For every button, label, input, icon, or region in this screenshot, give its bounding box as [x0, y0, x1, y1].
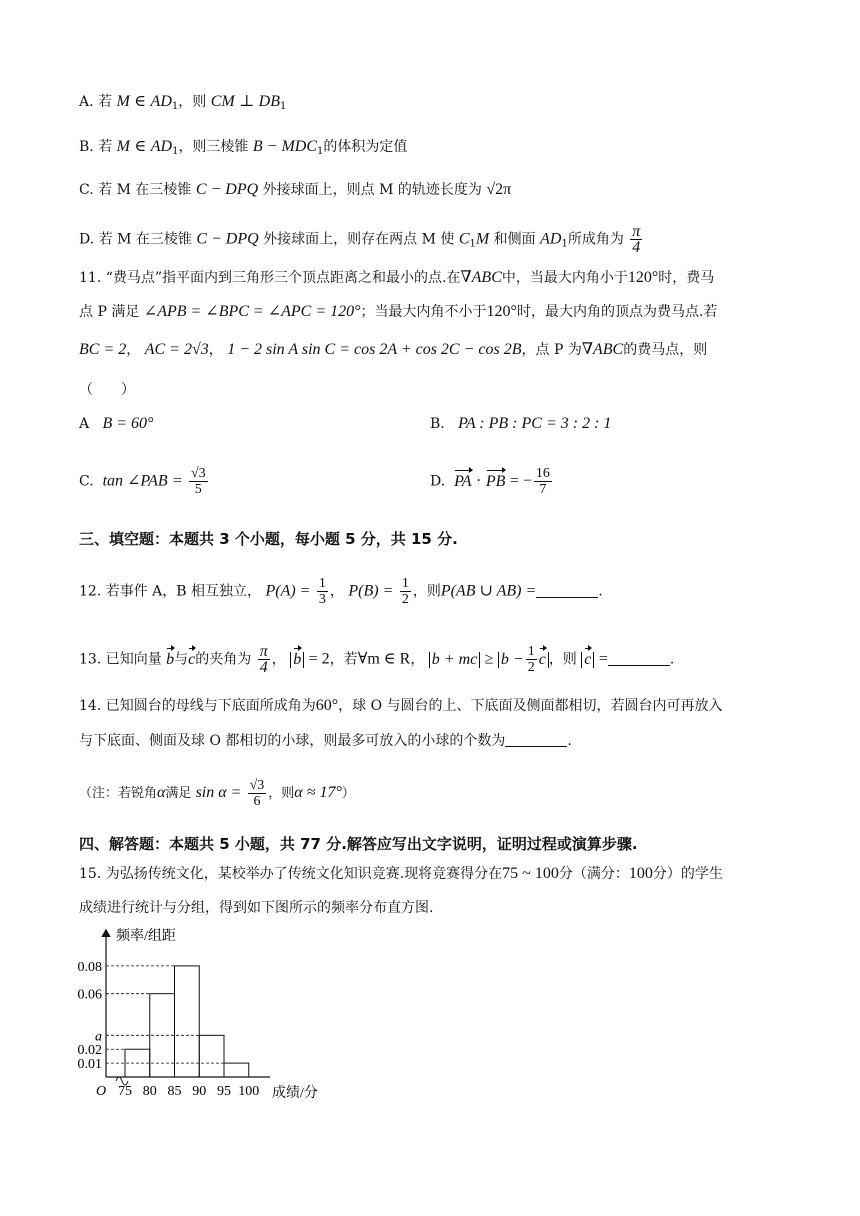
q11-answer-paren: （ ）: [79, 382, 135, 398]
x-tick-label: 95: [217, 1084, 231, 1099]
y-tick-label: 0.08: [77, 959, 102, 975]
frequency-histogram: [70, 922, 360, 1107]
section-heading-fill-in: 三、填空题：本题共 3 个小题，每小题 5 分，共 15 分.: [79, 530, 458, 548]
q10-option-b[interactable]: B. 若 M ∈ $AD_1$，则三棱锥 $B - MDC_1$的体积为定值: [79, 138, 408, 157]
x-tick-label: 85: [167, 1084, 182, 1099]
histogram-bar: [224, 1063, 249, 1077]
q11-option-d[interactable]: D. PA · PB = − $\frac{16}{7}$: [430, 466, 550, 497]
y-tick-label: 0.02: [77, 1043, 102, 1059]
q11-option-a[interactable]: A B = 60°: [79, 415, 154, 432]
y-axis-label: 频率/组距: [116, 929, 176, 944]
answer-blank[interactable]: [608, 651, 670, 666]
fraction: $\frac{16}{7}$: [535, 466, 550, 497]
y-tick-label: a: [95, 1029, 102, 1045]
y-tick-label: 0.01: [77, 1057, 102, 1073]
histogram-bar: [199, 1035, 224, 1077]
q11-option-b[interactable]: B. PA : PB : PC = 3 : 2 : 1: [430, 415, 612, 432]
fraction: $\frac{\pi}{4}$: [632, 223, 641, 256]
q10-option-c[interactable]: C. 若 M 在三棱锥 C − DPQ 外接球面上，则点 M 的轨迹长度为 √2π: [79, 181, 512, 198]
x-tick-label: 100: [238, 1084, 260, 1099]
q11-line-1: 11. “费马点”指平面内到三角形三个顶点距离之和最小的点.在∇ABC中，当最大内角小于120°时，费马: [79, 269, 715, 286]
fraction: $\frac{\pi}{4}$: [259, 643, 268, 676]
answer-blank[interactable]: [536, 583, 598, 598]
x-tick-label: 75: [118, 1084, 132, 1099]
q14-note: （注：若锐角α满足 sin α = $\frac{√3}{6}$ ，则α ≈ 17°）: [79, 778, 355, 809]
q14-line-1: 14. 已知圆台的母线与下底面所成角为60°，球 O 与圆台的上、下底面及侧面都相切，若圆台内可再放入: [79, 697, 723, 714]
q11-line-3: BC = 2， AC = 2√3， 1 − 2 sin A sin C = cos 2A + cos 2C − cos 2B，点 P 为∇ABC的费马点，则: [79, 341, 708, 358]
q10-option-d[interactable]: D. 若 M 在三棱锥 C − DPQ 外接球面上，则存在两点 M 使 $C_1M$ 和侧面 $AD_1$所成角为 $\frac{\pi}{4}$: [79, 223, 641, 256]
x-axis-label: 成绩/分: [272, 1086, 318, 1101]
q15-line-1: 15. 为弘扬传统文化，某校举办了传统文化知识竞赛.现将竞赛得分在75 ~ 100分（满分：100分）的学生: [79, 865, 723, 882]
y-tick-label: 0.06: [77, 987, 102, 1003]
q12-text: 12. 若事件 A，B 相互独立， P(A) = $\frac{1}{3}$ ， P(B) = $\frac{1}{2}$ ，则P(AB ∪ AB) = .: [79, 576, 603, 607]
q10-option-a[interactable]: A. 若 M ∈ $AD_1$，则 CM ⊥ $DB_1$: [79, 93, 287, 112]
fraction: $\frac{√3}{6}$: [249, 778, 265, 809]
x-tick-label: 80: [142, 1084, 157, 1099]
origin-label: O: [96, 1084, 107, 1099]
q14-line-2: 与下底面、侧面及球 O 都相切的小球，则最多可放入的小球的个数为 .: [79, 733, 572, 749]
section-heading-answer: 四、解答题：本题共 5 小题，共 77 分.解答应写出文字说明，证明过程或演算步骤.: [79, 835, 638, 853]
q13-text: 13. 已知向量 b与c的夹角为 $\frac{\pi}{4}$ ， b = 2，若∀m ∈ R， b + mc ≥ b − $\frac{1}{2}$ c ，则 c = .: [79, 643, 675, 676]
fraction: $\frac{√3}{5}$: [190, 466, 206, 497]
fraction: $\frac{1}{2}$: [527, 644, 535, 675]
q11-line-2: 点 P 满足 ∠APB = ∠BPC = ∠APC = 120°；当最大内角不小于120°时，最大内角的顶点为费马点.若: [79, 303, 718, 320]
q15-line-2: 成绩进行统计与分组，得到如下图所示的频率分布直方图.: [79, 900, 434, 916]
fraction: $\frac{1}{2}$: [401, 576, 409, 607]
answer-blank[interactable]: [505, 732, 567, 747]
histogram-bar: [175, 966, 200, 1077]
x-tick-label: 90: [192, 1084, 207, 1099]
q11-option-c[interactable]: C. tan ∠PAB = $\frac{√3}{5}$: [79, 466, 206, 497]
fraction: $\frac{1}{3}$: [318, 576, 326, 607]
